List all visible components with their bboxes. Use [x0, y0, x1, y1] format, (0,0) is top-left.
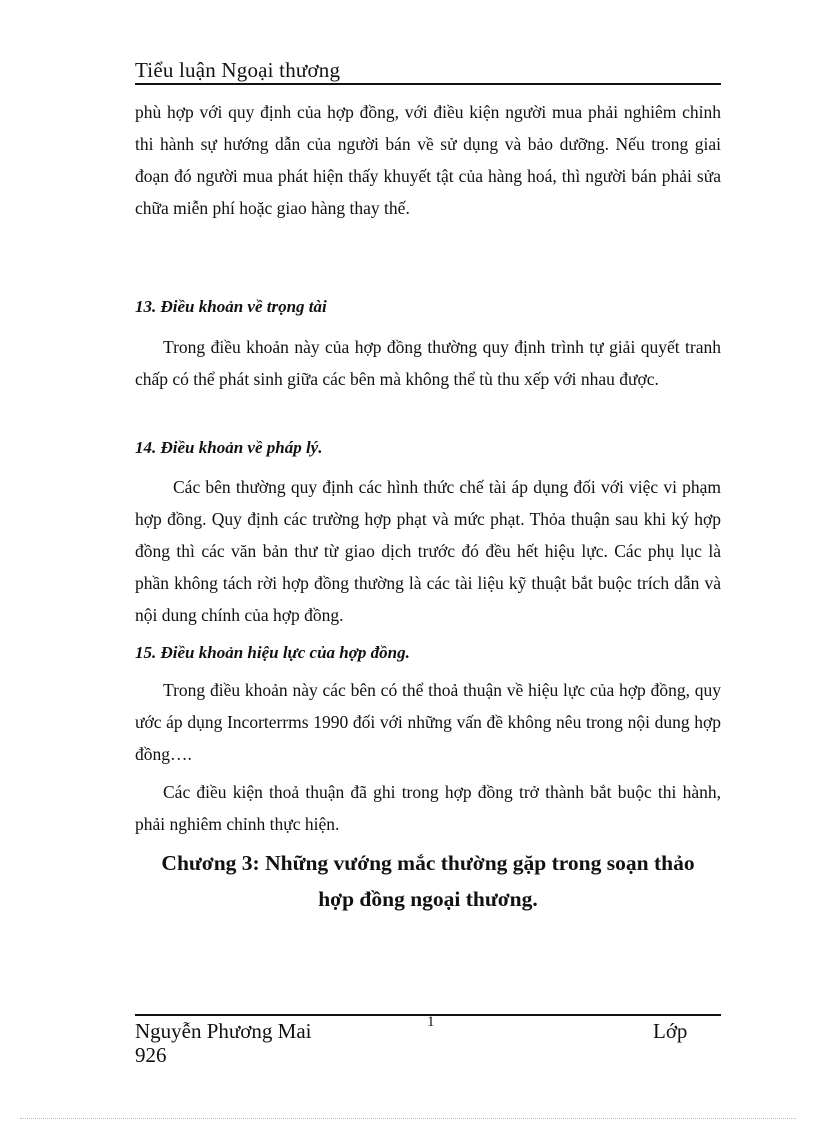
section-15-heading: 15. Điều khoản hiệu lực của hợp đồng. [135, 643, 410, 662]
footer-class-number: 926 [135, 1043, 167, 1067]
section-15-paragraph-2: Các điều kiện thoả thuận đã ghi trong hợp đồng trở thành bắt buộc thi hành, phải nghiêm chỉnh thực hiện. [135, 782, 721, 834]
section-14-paragraph: Các bên thường quy định các hình thức chế tài áp dụng đối với việc vi phạm hợp đồng. Quy định các trường hợp phạt và mức phạt. Thỏa thuận sau khi ký hợp đồng thì các văn bản thư từ giao dịch trước đó đều hết hiệu lực. Các phụ lục là phần không tách rời hợp đồng thường là các tài liệu kỹ thuật bắt buộc trích dẫn và nội dung chính của hợp đồng. [135, 477, 721, 625]
section-13-heading: 13. Điều khoản về trọng tài [135, 297, 327, 316]
chapter-title-line-2: hợp đồng ngoại thương. [318, 887, 538, 911]
header-divider [135, 83, 721, 85]
section-13-paragraph: Trong điều khoản này của hợp đồng thường quy định trình tự giải quyết tranh chấp có thể phát sinh giữa các bên mà không thể tù thu xếp với nhau được. [135, 337, 721, 389]
intro-paragraph: phù hợp với quy định của hợp đồng, với điều kiện người mua phải nghiêm chỉnh thi hành sự hướng dẫn của người bán về sử dụng và bảo dưỡng. Nếu trong giai đoạn đó người mua phát hiện thấy khuyết tật của hàng hoá, thì người bán phải sửa chữa miễn phí hoặc giao hàng thay thế. [135, 102, 721, 218]
section-15-paragraph-1: Trong điều khoản này các bên có thể thoả thuận về hiệu lực của hợp đồng, quy ước áp dụng Incorterrms 1990 đối với những vấn đề không nêu trong nội dung hợp đồng…. [135, 680, 721, 764]
section-14-heading: 14. Điều khoản về pháp lý. [135, 438, 323, 457]
footer-author: Nguyễn Phương Mai [135, 1019, 312, 1043]
page-bottom-edge [20, 1118, 796, 1119]
chapter-title-line-1: Chương 3: Những vướng mắc thường gặp trong soạn thảo [161, 851, 695, 875]
footer-class-label: Lớp [653, 1019, 688, 1043]
page-header-title: Tiểu luận Ngoại thương [135, 58, 341, 82]
footer-page-number: 1 [427, 1014, 435, 1030]
